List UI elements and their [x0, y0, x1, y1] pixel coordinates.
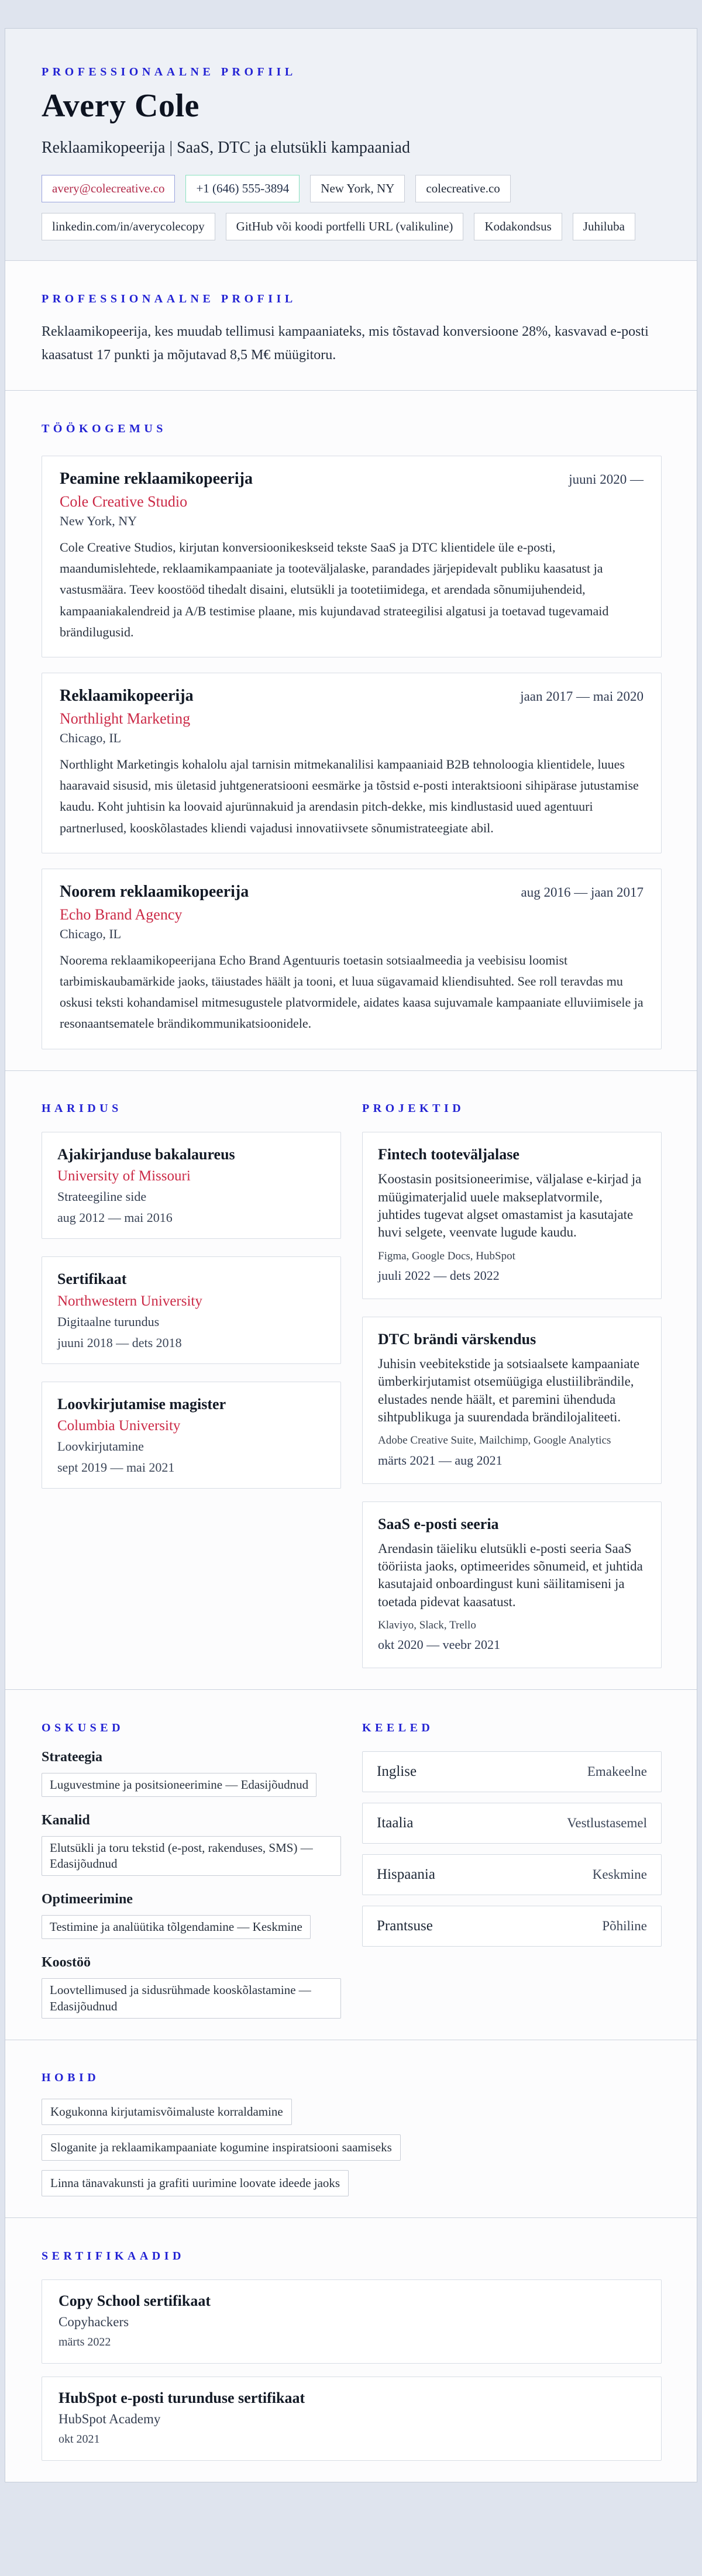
job-location: Chicago, IL — [60, 731, 122, 746]
language-row — [362, 1751, 662, 1792]
projects-heading: PROJEKTID — [362, 1102, 465, 1115]
job-location: New York, NY — [60, 514, 137, 529]
job-header — [60, 882, 644, 902]
skill-group — [42, 1954, 341, 2018]
skill-group-title: Kanalid — [42, 1812, 90, 1828]
job-dates: aug 2016 — jaan 2017 — [521, 884, 644, 900]
education-column — [42, 1093, 341, 1489]
certification-card — [42, 2279, 662, 2364]
job-description: Cole Creative Studios, kirjutan konversioonikeskseid tekste SaaS ja DTC klientidele üle e-posti, maandumislehtede, reklaamikampaaniate ja tooteväljalaske, parandades järjepidevalt publiku kaasatust ja vastusmäära. Teev koostööd tihedalt disaini, elutsükli ja tootetiimidega, et arendada sõnumijuhendeid, kampaaniakalendreid ja A/B testimise plaane, mis kujundavad strateegilisi algatusi ja toetavad tugevamaid brändilugusid. — [60, 540, 609, 639]
languages-column — [362, 1712, 662, 1947]
languages-heading: KEELED — [362, 1721, 434, 1734]
section-certifications — [5, 2218, 697, 2482]
language-row — [362, 1803, 662, 1844]
skill-chip: Elutsükli ja toru tekstid (e-post, rakenduses, SMS) — Edasijõudnud — [42, 1836, 341, 1876]
linkedin-chip[interactable]: linkedin.com/in/averycolecopy — [42, 213, 215, 240]
education-degree: Sertifikaat — [57, 1270, 127, 1288]
header — [5, 29, 697, 261]
hobbies-heading: HOBID — [42, 2071, 100, 2085]
language-name: Itaalia — [377, 1814, 414, 1831]
education-dates: juuni 2018 — dets 2018 — [57, 1335, 182, 1350]
job-card — [42, 456, 662, 657]
education-school: University of Missouri — [57, 1168, 191, 1184]
project-description: Koostasin positsioneerimise, väljalase e-kirjad ja müügimaterjalid uuele makseplatvormile, juhtides tugevat algset omastamist ja kasutajate huvi selgete, veenvate lugude kaudu. — [378, 1172, 642, 1240]
job-description: Noorema reklaamikopeerijana Echo Brand Agentuuris toetasin sotsiaalmeedia ja veebisisu loomist tarbimiskaubamärkide jaoks, täiustades häält ja tooni, et luua sügavamaid kliendisuhted. See roll teravdas mu oskusi teksti kohandamisel mitmesugustele platvormidele, aidates kaasa sujuvamale kampaaniate elluviimisele ja resonaantsematele brändikommunikatsioonidele. — [60, 953, 644, 1031]
section-hobbies — [5, 2040, 697, 2219]
skill-group — [42, 1812, 341, 1876]
certifications-heading: SERTIFIKAADID — [42, 2249, 185, 2262]
certification-issuer: HubSpot Academy — [58, 2412, 161, 2427]
job-header — [60, 469, 644, 489]
education-field: Digitaalne turundus — [57, 1314, 160, 1329]
hobby-chip: Sloganite ja reklaamikampaaniate kogumine inspiratsiooni saamiseks — [42, 2134, 401, 2161]
certification-issuer: Copyhackers — [58, 2315, 129, 2330]
education-school: Columbia University — [57, 1417, 181, 1434]
language-level: Põhiline — [602, 1918, 647, 1933]
hobby-chip: Kogukonna kirjutamisvõimaluste korraldamine — [42, 2099, 292, 2125]
language-name: Inglise — [377, 1763, 417, 1779]
project-dates: okt 2020 — veebr 2021 — [378, 1637, 500, 1652]
section-education-projects — [5, 1071, 697, 1690]
projects-column — [362, 1093, 662, 1669]
skill-group-title: Optimeerimine — [42, 1892, 133, 1907]
project-tools: Adobe Creative Suite, Mailchimp, Google Analytics — [378, 1434, 611, 1447]
education-card — [42, 1132, 341, 1239]
project-tools: Figma, Google Docs, HubSpot — [378, 1249, 515, 1262]
website-chip[interactable]: colecreative.co — [415, 175, 511, 202]
github-placeholder-chip: GitHub või koodi portfelli URL (valikuline) — [226, 213, 464, 240]
job-company: Echo Brand Agency — [60, 906, 183, 924]
phone-chip[interactable]: +1 (646) 555-3894 — [185, 175, 300, 202]
language-row — [362, 1854, 662, 1895]
job-dates: jaan 2017 — mai 2020 — [520, 688, 644, 704]
certification-date: okt 2021 — [58, 2433, 100, 2446]
project-card — [362, 1132, 662, 1299]
certification-date: märts 2022 — [58, 2336, 111, 2349]
education-field: Strateegiline side — [57, 1189, 147, 1204]
job-company: Cole Creative Studio — [60, 493, 188, 511]
candidate-name: Avery Cole — [42, 88, 199, 124]
education-school: Northwestern University — [57, 1293, 202, 1309]
location-chip: New York, NY — [310, 175, 405, 202]
language-level: Vestlustasemel — [567, 1815, 647, 1830]
email-chip[interactable]: avery@colecreative.co — [42, 175, 175, 202]
project-description: Juhisin veebitekstide ja sotsiaalsete kampaaniate ümberkirjutamist otsemüügiga elustiilibrändile, elustades nende häält, et paremini ühenduda sihtpublikuga ja suurendada brändilojaliteeti. — [378, 1356, 640, 1425]
job-card — [42, 869, 662, 1049]
job-description: Northlight Marketingis kohalolu ajal tarnisin mitmekanalilisi kampaaniaid B2B tehnoloogia klientidele, luues haaravaid sisusid, mis ületasid juhtgeneratsiooni eesmärke ja tõstsid e-posti interaktsiooni sihipärase jutustamise kaudu. Koht juhtisin ka loovaid ajurünnakuid ja arendasin pitch-dekke, mis kindlustasid uued agentuuri partnerlused, kooskõlastades kliendi vajadusi innovatiivsete sõnumistrateegiate abil. — [60, 757, 639, 835]
citizenship-chip: Kodakondsus — [474, 213, 562, 240]
project-title: DTC brändi värskendus — [378, 1330, 536, 1348]
education-card — [42, 1256, 341, 1363]
skill-chip: Loovtellimused ja sidusrühmade kooskõlastamine — Edasijõudnud — [42, 1978, 341, 2019]
certification-title: Copy School sertifikaat — [58, 2292, 211, 2309]
job-title: Reklaamikopeerija — [60, 686, 194, 705]
skill-group — [42, 1891, 341, 1939]
project-dates: juuli 2022 — dets 2022 — [378, 1268, 500, 1283]
job-location: Chicago, IL — [60, 927, 122, 942]
job-company: Northlight Marketing — [60, 710, 191, 728]
job-card — [42, 673, 662, 853]
candidate-tagline: Reklaamikopeerija | SaaS, DTC ja elutsükli kampaaniad — [42, 139, 410, 157]
hobby-chip: Linna tänavakunsti ja grafiti uurimine loovate ideede jaoks — [42, 2170, 349, 2196]
skill-group — [42, 1749, 341, 1797]
resume-container — [5, 28, 697, 2482]
job-dates: juuni 2020 — — [569, 471, 644, 487]
job-title: Peamine reklaamikopeerija — [60, 469, 253, 488]
project-description: Arendasin täieliku elutsükli e-posti seeria SaaS tööriista jaoks, optimeerides sõnumeid, et juhtida kasutajaid onboardingust kuni säilitamiseni ja toetada pidevat kaasatust. — [378, 1541, 643, 1609]
language-name: Prantsuse — [377, 1917, 433, 1934]
skills-heading: OSKUSED — [42, 1721, 125, 1734]
job-header — [60, 686, 644, 706]
skill-chip: Luguvestmine ja positsioneerimine — Edasijõudnud — [42, 1773, 316, 1797]
job-title: Noorem reklaamikopeerija — [60, 882, 249, 901]
profile-summary-text: Reklaamikopeerija, kes muudab tellimusi kampaaniateks, mis tõstavad konversioone 28%, kasvavad e-posti kaasatust 17 punkti ja mõjutavad 8,5 M€ müügitoru. — [42, 323, 649, 363]
project-card — [362, 1501, 662, 1669]
project-dates: märts 2021 — aug 2021 — [378, 1452, 503, 1468]
project-tools: Klaviyo, Slack, Trello — [378, 1619, 476, 1632]
education-degree: Ajakirjanduse bakalaureus — [57, 1146, 235, 1163]
experience-heading: TÖÖKOGEMUS — [42, 422, 167, 435]
language-name: Hispaania — [377, 1866, 435, 1882]
language-level: Keskmine — [592, 1866, 647, 1882]
project-title: Fintech tooteväljalase — [378, 1146, 519, 1163]
section-profile — [5, 261, 697, 391]
section-skills-languages — [5, 1690, 697, 2040]
education-dates: aug 2012 — mai 2016 — [57, 1210, 173, 1225]
education-heading: HARIDUS — [42, 1102, 122, 1115]
contact-chips — [42, 175, 662, 240]
skill-group-title: Koostöö — [42, 1955, 91, 1971]
project-title: SaaS e-posti seeria — [378, 1515, 499, 1532]
header-eyebrow: PROFESSIONAALNE PROFIIL — [42, 66, 297, 78]
skill-group-title: Strateegia — [42, 1749, 102, 1765]
education-card — [42, 1382, 341, 1489]
section-experience — [5, 391, 697, 1070]
drivers-license-chip: Juhiluba — [573, 213, 635, 240]
project-card — [362, 1317, 662, 1484]
education-field: Loovkirjutamine — [57, 1438, 144, 1454]
education-dates: sept 2019 — mai 2021 — [57, 1459, 175, 1475]
language-level: Emakeelne — [587, 1764, 647, 1779]
certification-card — [42, 2377, 662, 2461]
language-row — [362, 1906, 662, 1947]
profile-heading: PROFESSIONAALNE PROFIIL — [42, 292, 297, 305]
skill-chip: Testimine ja analüütika tõlgendamine — Keskmine — [42, 1915, 311, 1939]
certification-title: HubSpot e-posti turunduse sertifikaat — [58, 2389, 305, 2407]
skills-column — [42, 1712, 341, 2019]
education-degree: Loovkirjutamise magister — [57, 1395, 226, 1413]
